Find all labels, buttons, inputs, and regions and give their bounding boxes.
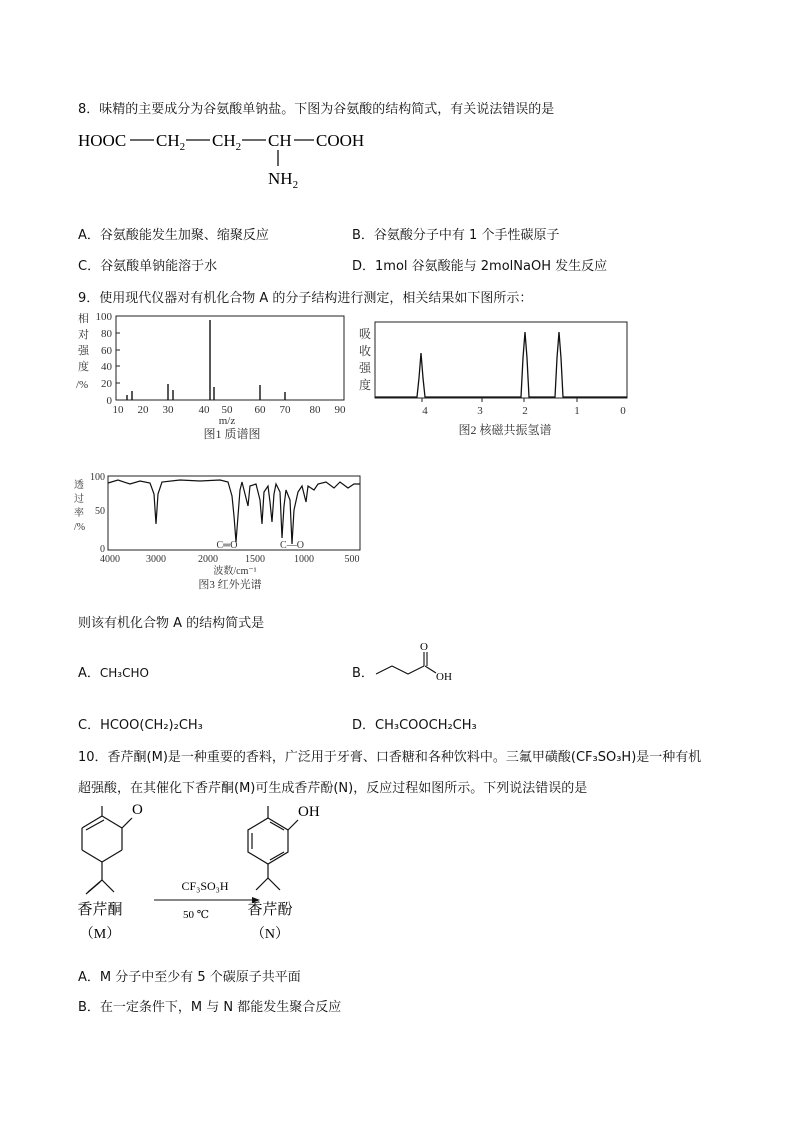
q9-stem: 9．使用现代仪器对有机化合物 A 的分子结构进行测定，相关结果如下图所示： — [78, 291, 533, 306]
q10-option-b: B．在一定条件下，M 与 N 都能发生聚合反应 — [78, 1000, 342, 1015]
nmr-ylabel-2: 收 — [359, 344, 372, 358]
ms-ytick: 60 — [101, 345, 112, 357]
ir-xtick: 2000 — [198, 554, 218, 565]
ir-xtick: 1000 — [294, 554, 314, 565]
nmr-xtick: 1 — [574, 405, 580, 417]
q10-option-a: A．M 分子中至少有 5 个碳原子共平面 — [78, 970, 301, 985]
q10-stem-line-2: 超强酸，在其催化下香芹酮(M)可生成香芹酚(N)，反应过程如图所示。下列说法错误的是 — [78, 781, 588, 796]
q8-glutamic-acid-formula — [70, 126, 390, 196]
ms-xtick: 80 — [309, 404, 321, 416]
ms-xtick: 50 — [221, 404, 233, 416]
b-carbonyl-o: O — [420, 641, 428, 653]
ms-xtick: 10 — [112, 404, 124, 416]
ch-group: CH — [268, 131, 292, 150]
ms-ylabel-4: 度 — [78, 361, 89, 373]
ir-ylabel-3: 率 — [74, 508, 84, 519]
ir-ytick: 0 — [100, 544, 105, 555]
n-name: 香芹酚 — [247, 902, 293, 918]
nmr-trace — [375, 332, 627, 397]
ms-ylabel-5: /% — [76, 379, 89, 391]
nmr-ylabel-1: 吸 — [359, 327, 372, 341]
nmr-xtick: 3 — [477, 405, 483, 417]
ir-annotation-co-single: C—O — [280, 540, 304, 551]
ir-xlabel: 波数/cm⁻¹ — [213, 566, 257, 577]
ir-ytick: 100 — [90, 472, 105, 483]
carvacrol-structure — [248, 806, 298, 890]
ms-ytick: 80 — [101, 328, 112, 340]
q8-option-c: C．谷氨酸单钠能溶于水 — [78, 259, 218, 274]
ch2-group-2: $CH_2$ — [212, 131, 242, 153]
q8-option-a: A．谷氨酸能发生加聚、缩聚反应 — [78, 228, 269, 243]
ms-xtick: 20 — [137, 404, 149, 416]
m-label: （M） — [79, 927, 121, 942]
ir-xtick: 4000 — [100, 554, 120, 565]
m-name: 香芹酮 — [77, 902, 123, 918]
ir-annotation-co-double: C═O — [216, 540, 238, 551]
reagent-label: CF₃SO₃H — [181, 879, 229, 893]
nmr-xtick: 0 — [620, 405, 626, 417]
m-carbonyl-o: O — [132, 802, 143, 818]
ir-ylabel-1: 透 — [74, 480, 84, 491]
n-hydroxyl-oh: OH — [298, 804, 320, 820]
ms-xtick: 90 — [334, 404, 346, 416]
ch2-group-1: $CH_2$ — [156, 131, 186, 153]
ir-xtick: 1500 — [245, 554, 265, 565]
nmr-caption: 图2 核磁共振氢谱 — [458, 423, 552, 437]
ms-ytick: 0 — [106, 395, 112, 407]
ir-xtick: 500 — [344, 554, 360, 565]
ir-ylabel-4: /% — [74, 522, 86, 533]
nmr-xtick: 4 — [422, 405, 428, 417]
nmr-xtick: 2 — [522, 405, 528, 417]
q8-option-b: B．谷氨酸分子中有 1 个手性碳原子 — [352, 228, 560, 243]
ir-ytick: 50 — [95, 506, 105, 517]
ms-caption: 图1 质谱图 — [203, 427, 261, 441]
ir-ylabel-2: 过 — [74, 494, 84, 505]
q9-option-b-structure — [372, 640, 462, 688]
carvone-reaction-scheme — [70, 798, 360, 948]
q10-stem-line-1: 10．香芹酮(M)是一种重要的香料，广泛用于牙膏、口香糖和各种饮料中。三氟甲磺酸(CF₃SO₃H)是一种有机 — [78, 750, 702, 765]
q8-stem: 8．味精的主要成分为谷氨酸单钠盐。下图为谷氨酸的结构简式，有关说法错误的是 — [78, 102, 555, 117]
ms-xtick: 40 — [198, 404, 210, 416]
nmr-ylabel-3: 强 — [359, 361, 372, 375]
ms-xtick: 30 — [162, 404, 174, 416]
condition-label: 50 ℃ — [182, 909, 210, 921]
q9-option-a: A．CH₃CHO — [78, 666, 149, 681]
ms-ytick: 100 — [95, 311, 112, 323]
ms-ytick: 20 — [101, 378, 112, 390]
nmr-ylabel-4: 度 — [359, 378, 372, 392]
carvone-structure — [82, 806, 132, 894]
ms-xtick: 60 — [254, 404, 266, 416]
ms-ylabel-2: 对 — [78, 329, 89, 341]
ir-spectrum-figure — [70, 466, 370, 596]
q9-option-b-label: B． — [352, 666, 374, 681]
ms-xtick: 70 — [279, 404, 291, 416]
q9-question: 则该有机化合物 A 的结构简式是 — [78, 616, 265, 631]
ms-ylabel-3: 强 — [78, 345, 89, 357]
nmr-spectrum-figure — [355, 318, 635, 438]
q9-option-c: C．HCOO(CH₂)₂CH₃ — [78, 718, 203, 733]
b-hydroxyl-oh: OH — [436, 671, 452, 683]
ir-trace — [108, 480, 360, 544]
q9-option-d: D．CH₃COOCH₂CH₃ — [352, 718, 477, 733]
ir-caption: 图3 红外光谱 — [198, 579, 262, 591]
ir-xtick: 3000 — [146, 554, 166, 565]
hooc-group: HOOC — [78, 131, 127, 150]
n-label: （N） — [250, 927, 290, 942]
q8-option-d: D．1mol 谷氨酸能与 2molNaOH 发生反应 — [352, 259, 608, 274]
ms-ytick: 40 — [101, 361, 112, 373]
mass-spectrum-figure — [72, 308, 352, 443]
cooh-group: COOH — [316, 131, 365, 150]
ms-ylabel-1: 相 — [78, 313, 89, 325]
nh2-group: $NH_2$ — [268, 169, 299, 191]
ms-xlabel: m/z — [218, 415, 236, 427]
